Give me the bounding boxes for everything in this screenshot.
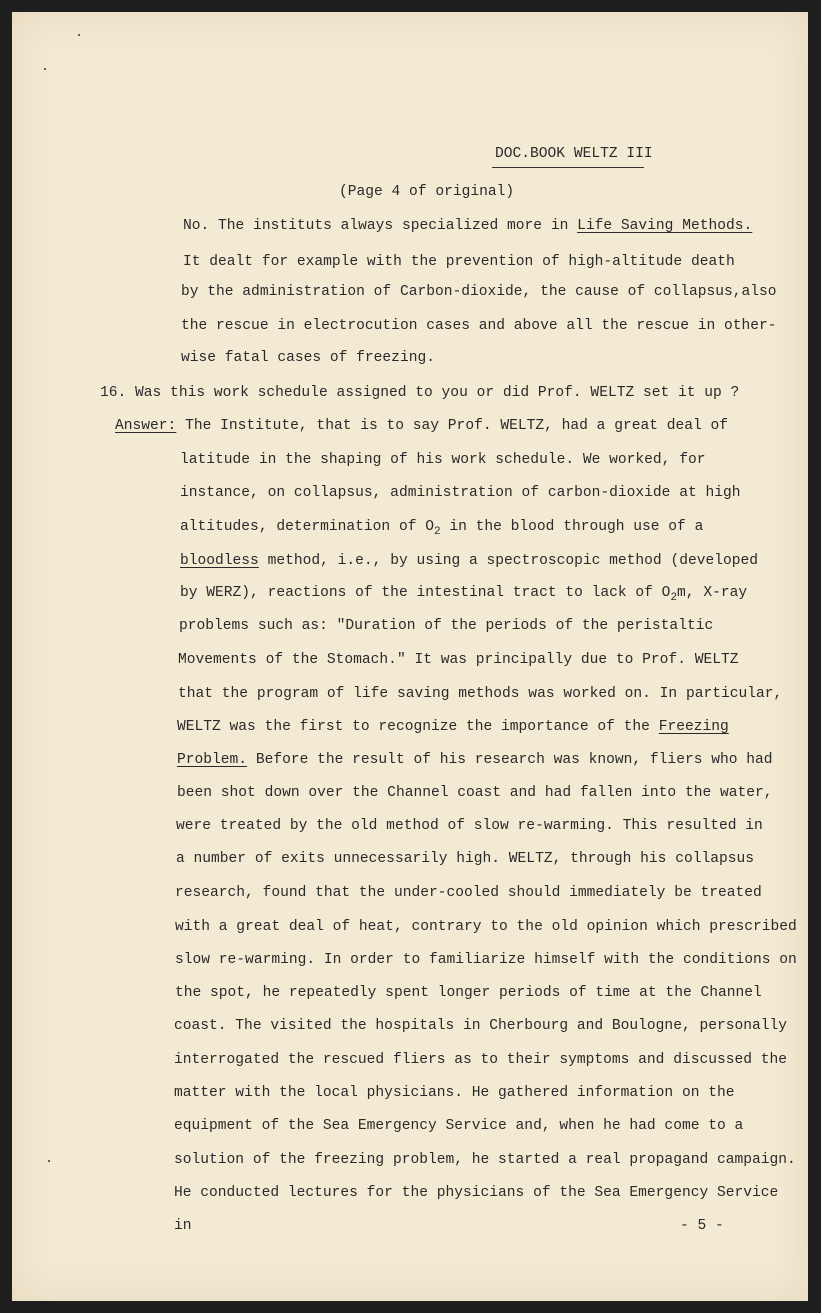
life-saving-methods-underlined: Life Saving Methods. [577, 218, 753, 234]
answer-line-8: Movements of the Stomach." It was principally due to Prof. WELTZ [178, 652, 739, 668]
answer-line-7: problems such as: "Duration of the periods of the peristaltic [179, 618, 714, 634]
freezing-underlined: Freezing [658, 719, 729, 735]
intro-line-2: It dealt for example with the prevention of high-altitude death [183, 254, 735, 270]
answer-line-2: latitude in the shaping of his work schedule. We worked, for [180, 452, 706, 468]
answer-line-22: equipment of the Sea Emergency Service and, when he had come to a [174, 1118, 744, 1134]
answer-line-20: interrogated the rescued fliers as to their symptoms and discussed the [174, 1052, 788, 1068]
answer-line-11: Problem. Before the result of his research was known, fliers who had [177, 752, 773, 768]
answer-line-14: a number of exits unnecessarily high. WELTZ, through his collapsus [176, 851, 755, 867]
answer-label: Answer: [115, 418, 177, 434]
answer-line-9: that the program of life saving methods was worked on. In particular, [178, 686, 783, 702]
answer-line-19: coast. The visited the hospitals in Cherbourg and Boulogne, personally [174, 1018, 788, 1034]
answer-line-6: by WERZ), reactions of the intestinal tract to lack of $O_2m$, X-ray [180, 585, 748, 604]
answer-line-18: the spot, he repeatedly spent longer periods of time at the Channel [175, 985, 762, 1001]
answer-line-15: research, found that the under-cooled should immediately be treated [175, 885, 762, 901]
problem-underlined: Problem. [177, 752, 248, 768]
question-16: 16. Was this work schedule assigned to you or did Prof. WELTZ set it up ? [100, 385, 740, 401]
intro-line-1: No. The instituts always specialized more in Life Saving Methods. [183, 218, 753, 234]
doc-reference: DOC.BOOK WELTZ III [495, 146, 653, 162]
answer-line-23: solution of the freezing problem, he started a real propagand campaign. [174, 1152, 796, 1168]
paper-speck [44, 68, 46, 70]
intro-line-3: by the administration of Carbon-dioxide, the cause of collapsus,also [181, 284, 777, 300]
document-page [12, 12, 808, 1301]
answer-line-10: WELTZ was the first to recognize the importance of the Freezing [177, 719, 729, 735]
paper-speck [48, 1160, 50, 1162]
answer-line-25: in [174, 1218, 192, 1234]
paper-speck [78, 34, 80, 36]
answer-line-5: bloodless method, i.e., by using a spectroscopic method (developed [180, 553, 759, 569]
page-note: (Page 4 of original) [339, 184, 515, 200]
answer-line-17: slow re-warming. In order to familiarize himself with the conditions on [175, 952, 797, 968]
intro-line-4: the rescue in electrocution cases and above all the rescue in other- [181, 318, 777, 334]
answer-line-13: were treated by the old method of slow re-warming. This resulted in [176, 818, 763, 834]
answer-line-21: matter with the local physicians. He gathered information on the [174, 1085, 735, 1101]
answer-line-1: Answer: The Institute, that is to say Prof. WELTZ, had a great deal of [115, 418, 729, 434]
answer-line-3: instance, on collapsus, administration of carbon-dioxide at high [180, 485, 741, 501]
bloodless-underlined: bloodless [180, 553, 259, 569]
answer-line-4: altitudes, determination of $O_2$ in the blood through use of a [180, 519, 704, 538]
header-underline [492, 167, 644, 168]
intro-line-5: wise fatal cases of freezing. [181, 350, 435, 366]
answer-line-24: He conducted lectures for the physicians of the Sea Emergency Service [174, 1185, 779, 1201]
page-number: - 5 - [680, 1218, 724, 1234]
answer-line-16: with a great deal of heat, contrary to the old opinion which prescribed [175, 919, 797, 935]
answer-line-12: been shot down over the Channel coast and had fallen into the water, [177, 785, 773, 801]
